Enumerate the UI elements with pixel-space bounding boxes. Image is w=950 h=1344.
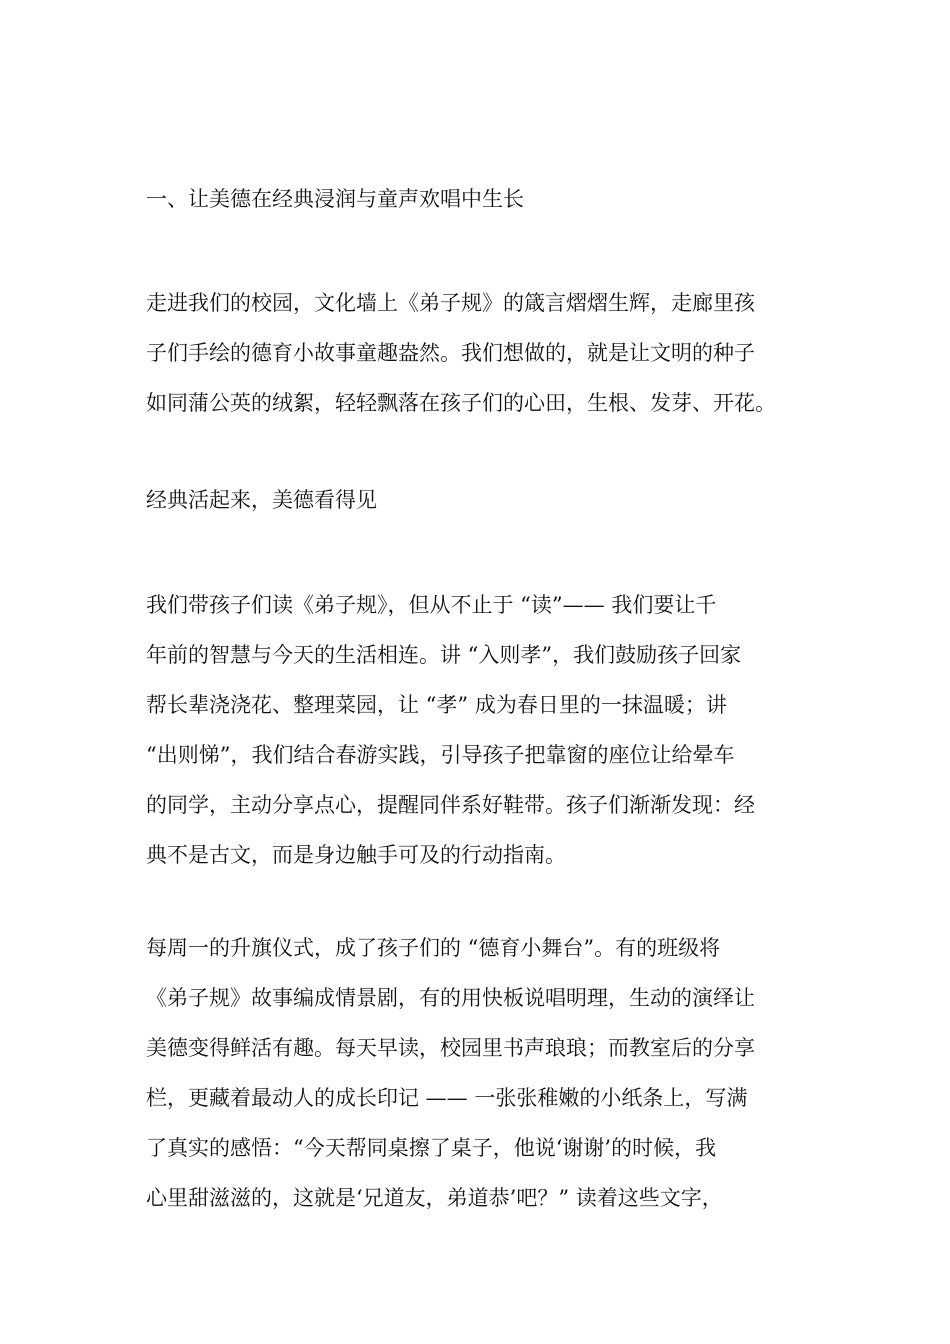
- paragraph-line: 走进我们的校园，文化墙上《弟子规》的箴言熠熠生辉，走廊里孩: [146, 291, 755, 315]
- subheading: [146, 475, 806, 525]
- paragraph-line: 心里甜滋滋的，这就是‘兄道友，弟道恭’吧？” 读着这些文字，: [146, 1186, 723, 1210]
- paragraph-line: 栏，更藏着最动人的成长印记 —— 一张张稚嫩的小纸条上，写满: [146, 1086, 748, 1110]
- paragraph-line: 的同学，主动分享点心，提醒同伴系好鞋带。孩子们渐渐发现：经: [146, 793, 755, 817]
- paragraph-intro: [146, 278, 806, 428]
- paragraph-line: 如同蒲公英的绒絮，轻轻飘落在孩子们的心田，生根、发芽、开花。: [146, 391, 776, 415]
- paragraph-line: 年前的智慧与今天的生活相连。讲 “入则孝”，我们鼓励孩子回家: [146, 643, 742, 667]
- paragraph-line: 我们带孩子们读《弟子规》，但从不止于 “读”—— 我们要让千: [146, 593, 717, 617]
- paragraph-line: 典不是古文，而是身边触手可及的行动指南。: [146, 843, 566, 867]
- paragraph-ceremony: [146, 923, 806, 1223]
- subheading-text: 经典活起来，美德看得见: [146, 488, 377, 512]
- paragraph-line: 了真实的感悟：“今天帮同桌擦了桌子，他说‘谢谢’的时候，我: [146, 1136, 717, 1160]
- paragraph-classics: [146, 580, 806, 880]
- paragraph-line: 子们手绘的德育小故事童趣盎然。我们想做的，就是让文明的种子: [146, 341, 755, 365]
- heading-text: 一、让美德在经典浸润与童声欢唱中生长: [146, 187, 524, 211]
- paragraph-line: 每周一的升旗仪式，成了孩子们的 “德育小舞台”。有的班级将: [146, 936, 721, 960]
- section-heading: [146, 174, 806, 224]
- paragraph-line: “出则悌”，我们结合春游实践，引导孩子把靠窗的座位让给晕车: [146, 743, 735, 767]
- paragraph-line: 美德变得鲜活有趣。每天早读，校园里书声琅琅；而教室后的分享: [146, 1036, 755, 1060]
- paragraph-line: 帮长辈浇浇花、整理菜园，让 “孝” 成为春日里的一抹温暖；讲: [146, 693, 727, 717]
- paragraph-line: 《弟子规》故事编成情景剧，有的用快板说唱明理，生动的演绎让: [146, 986, 755, 1010]
